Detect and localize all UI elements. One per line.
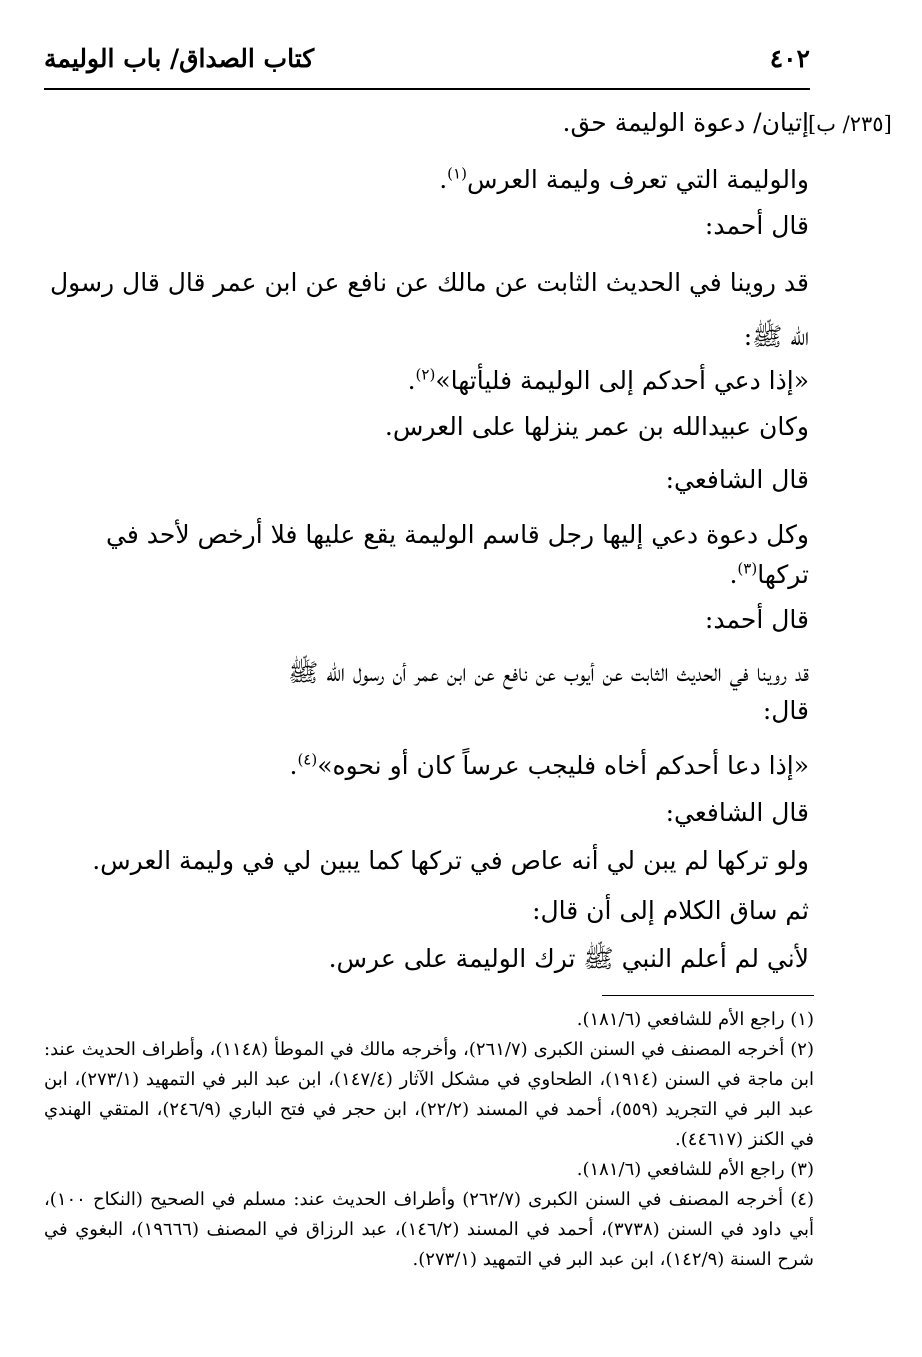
text-line: قال أحمد: [704,605,809,634]
text-line: قال الشافعي: [665,465,809,494]
footnote: (٤) أخرجه المصنف في السنن الكبرى (٢٦٢/٧) وأطراف الحديث عند: مسلم في الصحيح (النكاح ١٠٠)، أبي داود في السنن (٣٧٣٨)، أحمد في المسند (١٤٦/٢)، عبد الرزاق في المصنف (١٩٦٦٦)، البغوي في شرح السنة (١٤٢/٩)، ابن عبد البر في التمهيد (٢٧٣/١). [44,1185,814,1275]
text-line: لأني لم أعلم النبي ﷺ ترك الوليمة على عرس. [328,944,809,973]
text-line: والوليمة التي تعرف وليمة العرس$^{(١)}$. [439,164,809,194]
text-line: قال أحمد: [704,211,809,240]
footnote-ref: (٤) [297,750,318,769]
manuscript-folio-ref: [٢٣٥/ ب] [808,112,892,136]
footnote-number: (٤) [790,1189,814,1210]
text-line: تركها$^{(٣)}$. [729,559,809,589]
text-line: وكل دعوة دعي إليها رجل قاسم الوليمة يقع عليها فلا أرخص لأحد في [106,520,809,549]
running-title: كتاب الصداق/ باب الوليمة [44,44,315,73]
footnote: (٢) أخرجه المصنف في السنن الكبرى (٢٦١/٧)، وأخرجه مالك في الموطأ (١١٤٨)، وأطراف الحديث عند: ابن ماجة في السنن (١٩١٤)، الطحاوي في مشكل الآثار (١٤٧/٤)، ابن عبد البر في التمهيد (٢٧٣/١)، ابن عبد البر في التجريد (٥٥٩)، أحمد في المسند (٢٢/٢)، ابن حجر في فتح الباري (٢٤٦/٩)، المتقي الهندي في الكنز (٤٤٦١٧). [44,1035,814,1155]
text-line: إتيان/ دعوة الوليمة حق. [562,108,809,137]
footnote-ref: (٣) [737,559,758,578]
page-number: ٤٠٢ [769,44,810,73]
footnote: (١) راجع الأم للشافعي (١٨١/٦). [44,1005,814,1035]
text-line: ولو تركها لم يبن لي أنه عاص في تركها كما يبين لي في وليمة العرس. [92,846,809,875]
footnote: (٣) راجع الأم للشافعي (١٨١/٦). [44,1155,814,1185]
footnote-number: (٢) [790,1039,814,1060]
text-line: وكان عبيدالله بن عمر ينزلها على العرس. [384,412,809,441]
footnote-ref: (١) [447,164,467,183]
footnote-ref: (٢) [415,365,436,384]
footnote-number: (٣) [790,1159,814,1180]
footnotes [44,1005,814,1275]
text-line: «إذا دعي أحدكم إلى الوليمة فليأتها»$^{(٢)}$. [407,365,809,395]
text-line: «إذا دعا أحدكم أخاه فليجب عرساً كان أو نحوه»$^{(٤)}$. [289,750,809,780]
text-line: قد روينا في الحديث الثابت عن مالك عن نافع عن ابن عمر قال قال رسول [50,268,809,297]
footnote-separator [602,995,814,996]
header-rule [44,88,810,90]
text-line: ثم ساق الكلام إلى أن قال: [532,896,809,925]
text-line: الله ﷺ: [743,322,809,351]
footnote-number: (١) [790,1009,814,1030]
running-header [44,44,810,84]
text-line: قد روينا في الحديث الثابت عن أيوب عن نافع عن ابن عمر أن رسول الله ﷺ [288,658,809,687]
text-line: قال: [762,696,809,725]
text-line: قال الشافعي: [665,798,809,827]
